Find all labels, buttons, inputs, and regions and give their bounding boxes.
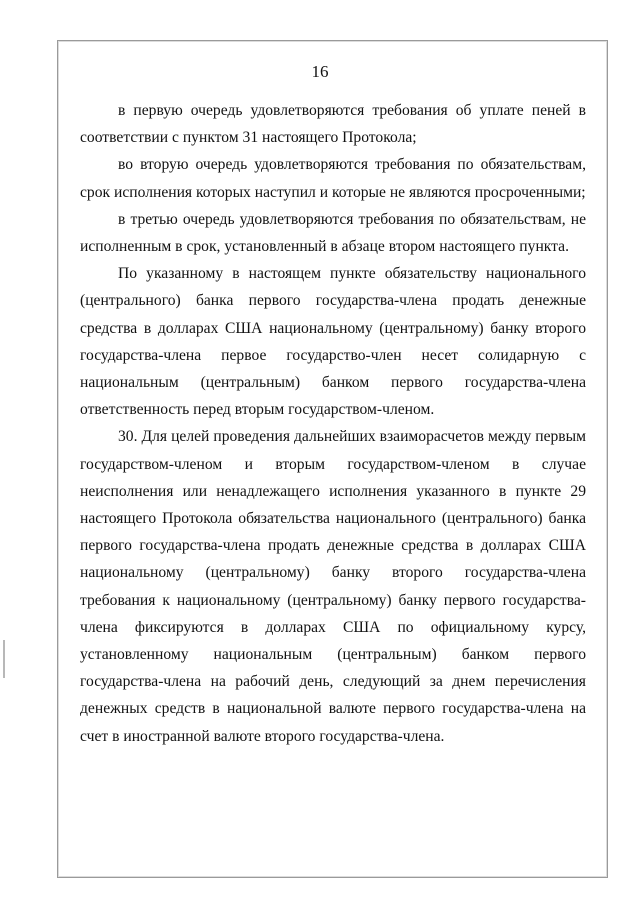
paragraph-second-priority: во вторую очередь удовлетворяются требования по обязательствам, срок исполнения которых наступил и которые не являются просроченными;	[80, 156, 586, 201]
paragraph-penalties: в первую очередь удовлетворяются требования об уплате пеней в соответствии с пунктом 31 настоящего Протокола;	[80, 102, 586, 147]
scan-edge-mark	[3, 640, 5, 678]
page-number: 16	[311, 62, 329, 81]
document-body	[80, 97, 586, 750]
paragraph-item-30: 30. Для целей проведения дальнейших взаиморасчетов между первым государством-членом и вторым государством-членом в случае неисполнения или ненадлежащего исполнения указанного в пункте 29 настоящего Протокола обязательства национального (центрального) банка первого государства-члена продать денежные средства в долларах США национальному (центральному) банку второго государства-члена требования к национальному (центральному) банку первого государства-члена фиксируются в долларах США по официальному курсу, установленному национальным (центральным) банком первого государства-члена на рабочий день, следующий за днем перечисления денежных средств в национальной валюте первого государства-члена на счет в иностранной валюте второго государства-члена.	[80, 428, 586, 745]
paragraph-joint-liability: По указанному в настоящем пункте обязательству национального (центрального) банка первого государства-члена продать денежные средства в долларах США национальному (центральному) банку второго государства-члена первое государство-член несет солидарную с национальным (центральным) банком первого государства-члена ответственность перед вторым государством-членом.	[80, 265, 586, 419]
paragraph-third-priority: в третью очередь удовлетворяются требования по обязательствам, не исполненным в срок, установленный в абзаце втором настоящего пункта.	[80, 210, 586, 256]
